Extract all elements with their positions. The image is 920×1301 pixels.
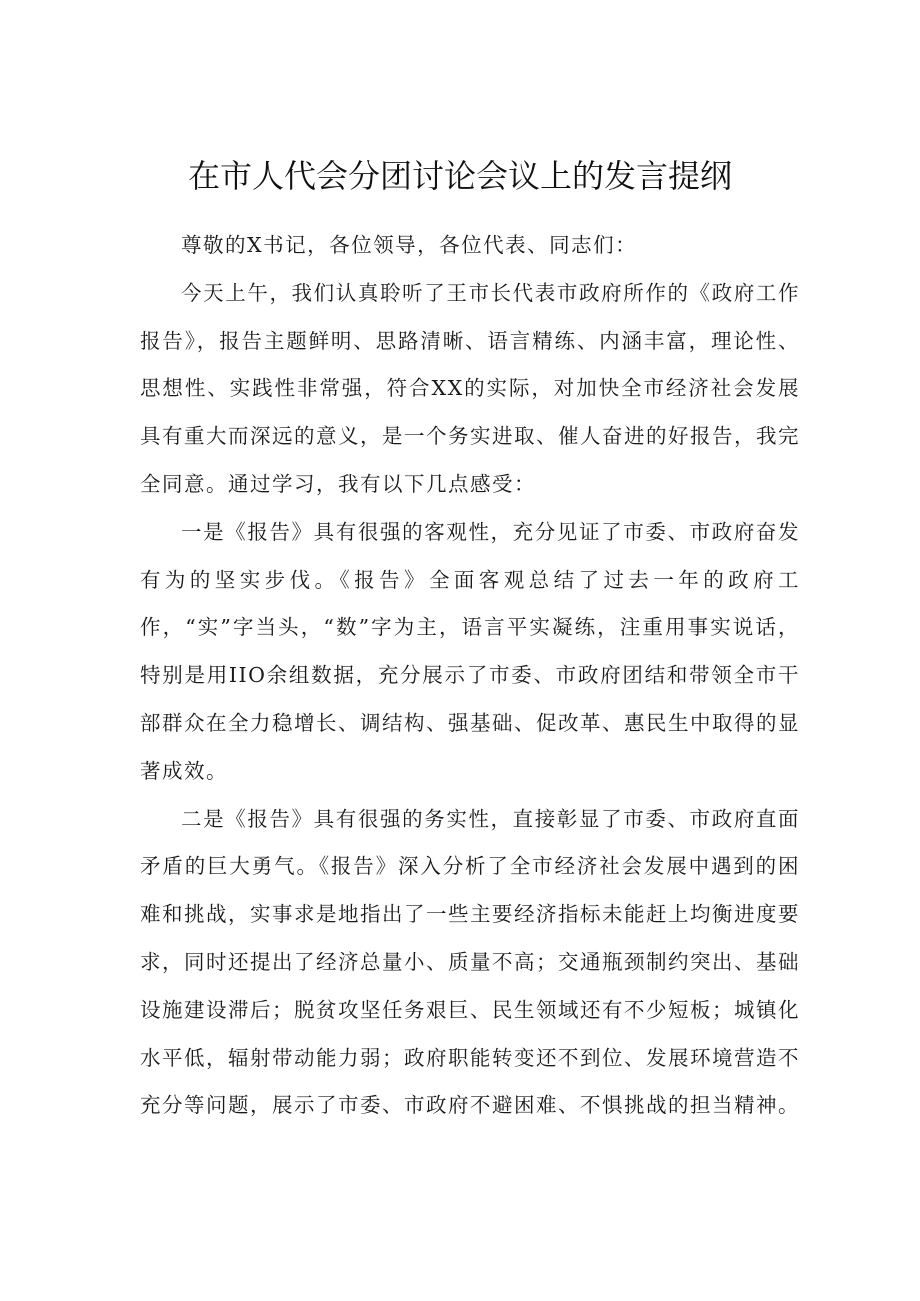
document-body	[140, 222, 800, 1130]
salutation-paragraph: 尊敬的X书记，各位领导，各位代表、同志们：	[181, 233, 638, 257]
point-one-paragraph: 一是《报告》具有很强的客观性，充分见证了市委、市政府奋发有为的坚实步伐。《报告》全面客观总结了过去一年的政府工作，“实”字当头，“数”字为主，语言平实凝练，注重用事实说话，特别是用IIO余组数据，充分展示了市委、市政府团结和带领全市干部群众在全力稳增长、调结构、强基础、促改革、惠民生中取得的显著成效。	[140, 519, 800, 783]
intro-paragraph: 今天上午，我们认真聆听了王市长代表市政府所作的《政府工作报告》，报告主题鲜明、思路清晰、语言精练、内涵丰富，理论性、思想性、实践性非常强，符合XX的实际，对加快全市经济社会发展具有重大而深远的意义，是一个务实进取、催人奋进的好报告，我完全同意。通过学习，我有以下几点感受：	[140, 280, 800, 496]
page-title: 在市人代会分团讨论会议上的发言提纲	[187, 157, 732, 195]
point-two-paragraph: 二是《报告》具有很强的务实性，直接彰显了市委、市政府直面矛盾的巨大勇气。《报告》深入分析了全市经济社会发展中遇到的困难和挑战，实事求是地指出了一些主要经济指标未能赶上均衡进度要求，同时还提出了经济总量小、质量不高；交通瓶颈制约突出、基础设施建设滞后；脱贫攻坚任务艰巨、民生领域还有不少短板；城镇化水平低，辐射带动能力弱；政府职能转变还不到位、发展环境营造不充分等问题，展示了市委、市政府不避困难、不惧挑战的担当精神。	[140, 806, 800, 1118]
